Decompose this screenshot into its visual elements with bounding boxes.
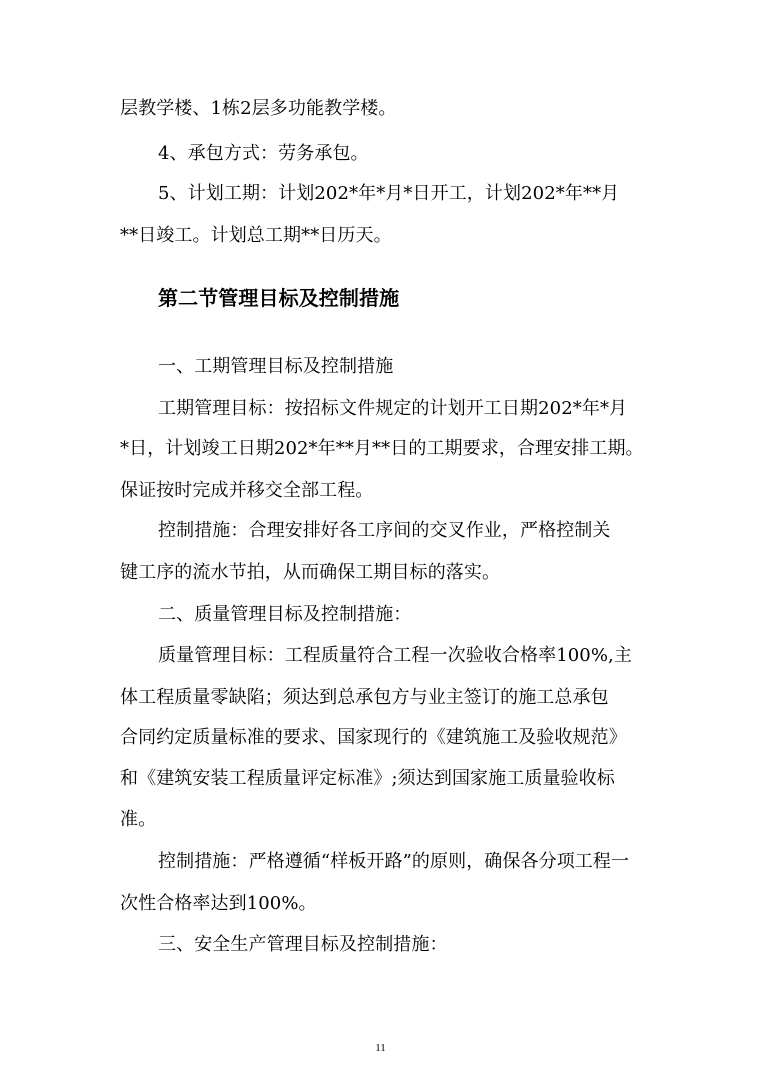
paragraph-line: 保证按时完成并移交全部工程。 (120, 480, 374, 501)
paragraph-line: 工期管理目标：按招标文件规定的计划开工日期202*年*月 (158, 398, 628, 419)
paragraph-line: 次性合格率达到100%。 (120, 893, 317, 914)
paragraph-line: 控制措施：严格遵循“样板开路”的原则，确保各分项工程一 (158, 851, 630, 872)
paragraph-line: 层教学楼、1栋2层多功能教学楼。 (120, 98, 397, 119)
schedule-line-continued: **日竣工。计划总工期**日历天。 (120, 225, 392, 246)
subsection-title: 二、质量管理目标及控制措施： (158, 604, 412, 625)
section-heading: 第二节管理目标及控制措施 (158, 286, 400, 310)
paragraph-line: 键工序的流水节拍，从而确保工期目标的落实。 (120, 562, 501, 583)
paragraph-line: 质量管理目标：工程质量符合工程一次验收合格率100%,主 (158, 645, 632, 666)
subsection-title: 一、工期管理目标及控制措施 (158, 356, 394, 377)
contract-mode-line: 4、承包方式：劳务承包。 (158, 143, 369, 164)
schedule-line: 5、计划工期：计划202*年*月*日开工，计划202*年**月 (158, 183, 620, 204)
paragraph-line: *日，计划竣工日期202*年**月**日的工期要求，合理安排工期。 (120, 438, 644, 459)
paragraph-line: 体工程质量零缺陷；须达到总承包方与业主签订的施工总承包 (120, 687, 609, 708)
paragraph-line: 和《建筑安装工程质量评定标准》;须达到国家施工质量验收标 (120, 768, 615, 789)
paragraph-line: 控制措施：合理安排好各工序间的交叉作业，严格控制关 (158, 520, 611, 541)
paragraph-line: 准。 (120, 809, 157, 830)
page-number: 11 (375, 1042, 386, 1054)
paragraph-line: 合同约定质量标准的要求、国家现行的《建筑施工及验收规范》 (120, 727, 627, 748)
subsection-title: 三、安全生产管理目标及控制措施： (158, 934, 448, 955)
